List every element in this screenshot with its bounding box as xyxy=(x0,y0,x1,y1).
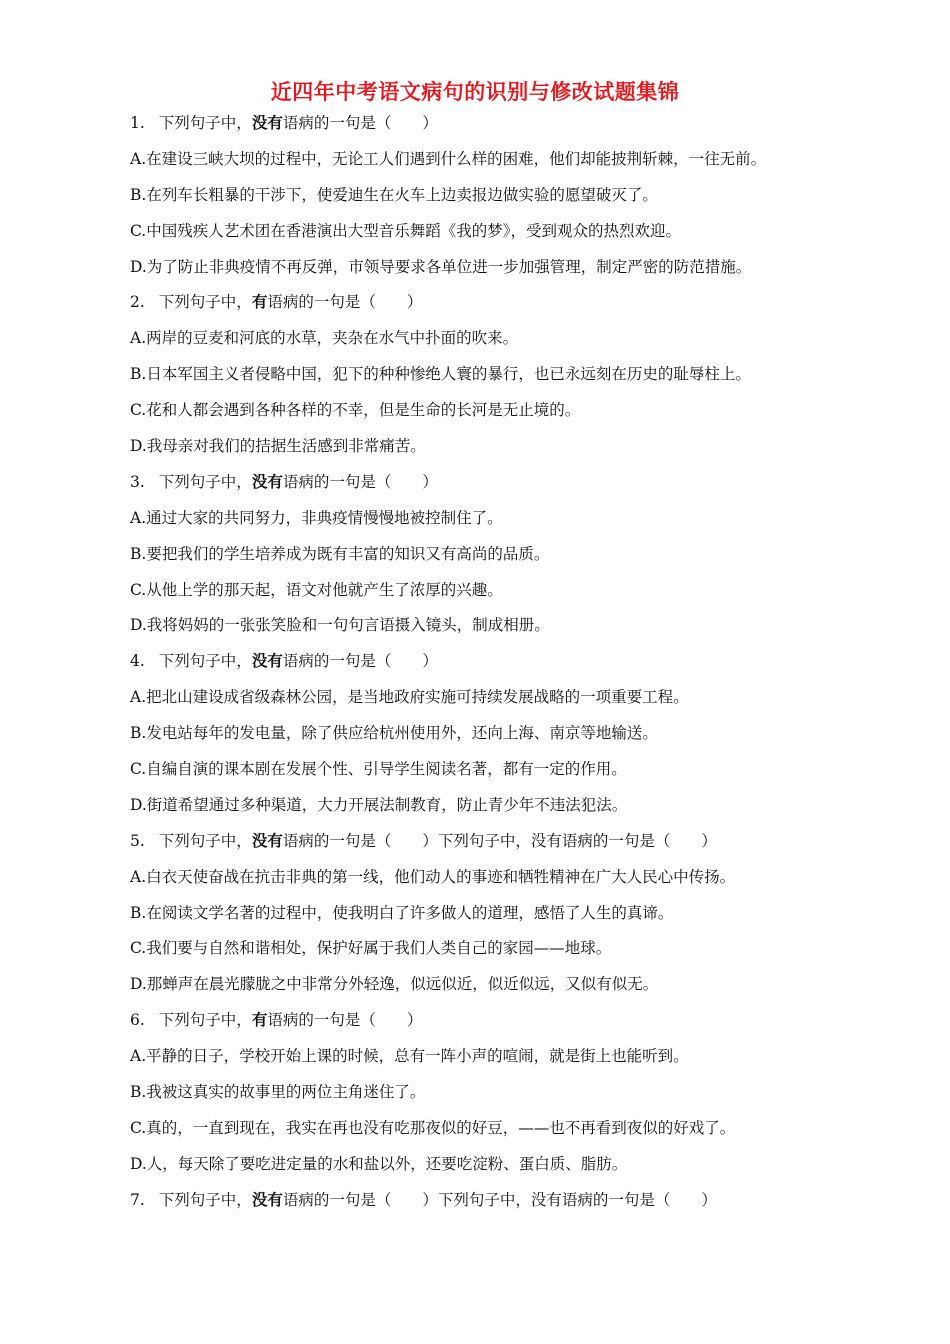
question-prefix: 下列句子中， xyxy=(158,472,252,491)
answer-option: C.我们要与自然和谐相处，保护好属于我们人类自己的家园——地球。 xyxy=(130,939,612,958)
answer-option: D.我将妈妈的一张张笑脸和一句句言语摄入镜头，制成相册。 xyxy=(130,616,550,635)
question-stem xyxy=(130,824,930,860)
question-stem xyxy=(130,106,930,142)
question-keyword: 有 xyxy=(251,293,268,312)
document-title: 近四年中考语文病句的识别与修改试题集锦 xyxy=(270,80,680,104)
question-stem xyxy=(130,465,930,501)
question-stem xyxy=(130,1183,930,1219)
question-number: 6. xyxy=(130,1011,145,1030)
answer-option: D.为了防止非典疫情不再反弹，市领导要求各单位进一步加强管理，制定严密的防范措施。 xyxy=(130,257,752,276)
question-prefix: 下列句子中， xyxy=(158,652,252,671)
question-keyword: 没有 xyxy=(251,1190,283,1209)
answer-option: D.街道希望通过多种渠道，大力开展法制教育，防止青少年不违法犯法。 xyxy=(130,795,628,814)
question-number: 2. xyxy=(130,293,145,312)
answer-option: A.把北山建设成省级森林公园，是当地政府实施可持续发展战略的一项重要工程。 xyxy=(130,688,689,707)
question-stem xyxy=(130,1003,930,1039)
answer-option: B.日本军国主义者侵略中国，犯下的种种惨绝人寰的暴行，也已永远刻在历史的耻辱柱上。 xyxy=(130,365,751,384)
answer-option: C.花和人都会遇到各种各样的不幸，但是生命的长河是无止境的。 xyxy=(130,401,581,420)
question-keyword: 有 xyxy=(251,1011,268,1030)
answer-option: B.我被这真实的故事里的两位主角迷住了。 xyxy=(130,1083,426,1102)
question-list xyxy=(130,106,930,1219)
question-prefix: 下列句子中， xyxy=(158,293,252,312)
question-prefix: 下列句子中， xyxy=(158,114,252,132)
question-number: 4. xyxy=(130,652,145,671)
answer-option: A.两岸的豆麦和河底的水草，夹杂在水气中扑面的吹来。 xyxy=(130,329,519,348)
question-suffix: 语病的一句是（ ）下列句子中，没有语病的一句是（ ） xyxy=(282,831,717,850)
question-keyword: 没有 xyxy=(251,831,283,850)
answer-option: C.自编自演的课本剧在发展个性、引导学生阅读名著，都有一定的作用。 xyxy=(130,760,627,779)
answer-option: A.平静的日子，学校开始上课的时候，总有一阵小声的喧闹，就是街上也能听到。 xyxy=(130,1047,689,1066)
answer-option: D.那蝉声在晨光朦胧之中非常分外轻逸，似远似近，似近似远，又似有似无。 xyxy=(130,975,659,994)
question-stem xyxy=(130,285,930,321)
question-stem xyxy=(130,644,930,680)
answer-option: D.我母亲对我们的拮据生活感到非常痛苦。 xyxy=(130,437,426,456)
question-keyword: 没有 xyxy=(251,652,283,671)
answer-option: A.在建设三峡大坝的过程中，无论工人们遇到什么样的困难，他们却能披荆斩棘，一往无前。 xyxy=(130,149,767,168)
question-suffix: 语病的一句是（ ） xyxy=(282,472,438,491)
question-suffix: 语病的一句是（ ） xyxy=(282,114,438,132)
question-number: 5. xyxy=(130,831,145,850)
answer-option: C.从他上学的那天起，语文对他就产生了浓厚的兴趣。 xyxy=(130,580,503,599)
answer-option: B.发电站每年的发电量，除了供应给杭州使用外，还向上海、南京等地输送。 xyxy=(130,724,658,743)
answer-option: A.通过大家的共同努力，非典疫情慢慢地被控制住了。 xyxy=(130,508,503,527)
answer-option: B.在阅读文学名著的过程中，使我明白了许多做人的道理，感悟了人生的真谛。 xyxy=(130,903,674,922)
question-prefix: 下列句子中， xyxy=(158,1011,252,1030)
question-suffix: 语病的一句是（ ） xyxy=(267,293,423,312)
answer-option: A.白衣天使奋战在抗击非典的第一线，他们动人的事迹和牺牲精神在广大人民心中传扬。 xyxy=(130,867,736,886)
answer-option: C.真的，一直到现在，我实在再也没有吃那夜似的好豆，——也不再看到夜似的好戏了。 xyxy=(130,1118,736,1137)
question-number: 1. xyxy=(130,114,145,132)
answer-option: C.中国残疾人艺术团在香港演出大型音乐舞蹈《我的梦》，受到观众的热烈欢迎。 xyxy=(130,221,681,240)
question-keyword: 没有 xyxy=(251,114,283,132)
answer-option: D.人，每天除了要吃进定量的水和盐以外，还要吃淀粉、蛋白质、脂肪。 xyxy=(130,1154,628,1173)
question-prefix: 下列句子中， xyxy=(158,831,252,850)
answer-option: B.在列车长粗暴的干涉下，使爱迪生在火车上边卖报边做实验的愿望破灭了。 xyxy=(130,185,658,204)
answer-option: B.要把我们的学生培养成为既有丰富的知识又有高尚的品质。 xyxy=(130,544,550,563)
question-keyword: 没有 xyxy=(251,472,283,491)
question-number: 7. xyxy=(130,1190,145,1209)
question-prefix: 下列句子中， xyxy=(158,1190,252,1209)
question-suffix: 语病的一句是（ ） xyxy=(267,1011,423,1030)
question-suffix: 语病的一句是（ ）下列句子中，没有语病的一句是（ ） xyxy=(282,1190,717,1209)
question-suffix: 语病的一句是（ ） xyxy=(282,652,438,671)
question-number: 3. xyxy=(130,472,145,491)
